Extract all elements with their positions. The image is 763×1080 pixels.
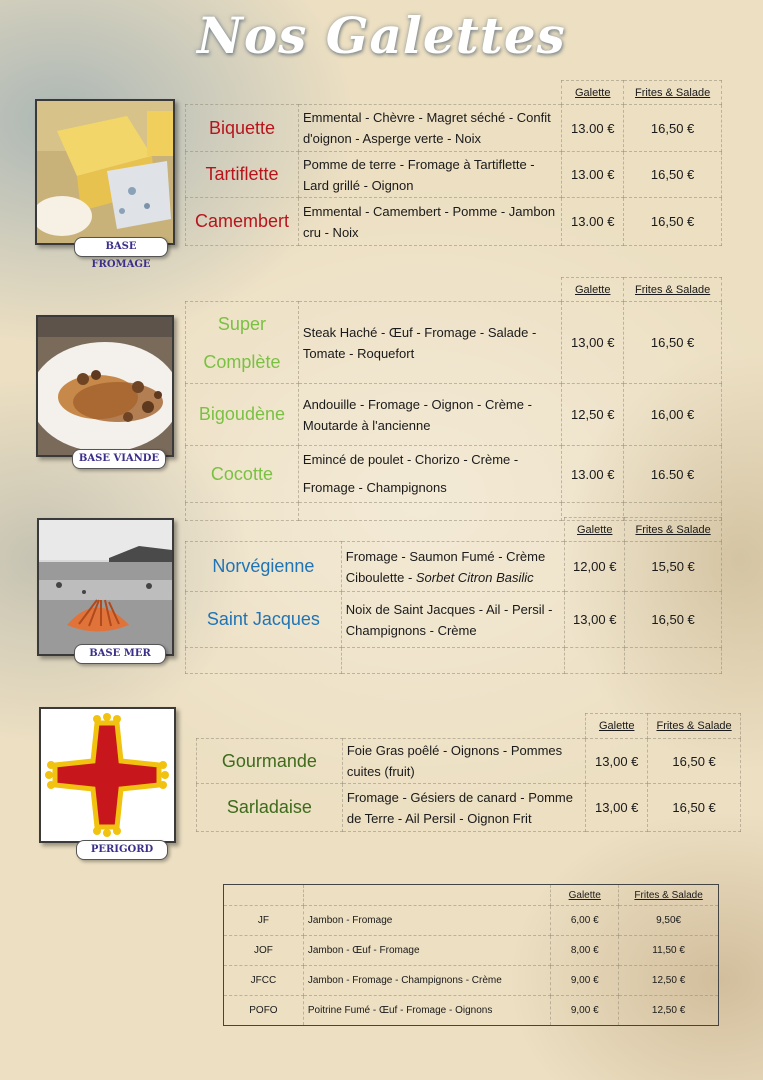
table-row xyxy=(186,198,722,246)
page-title: Nos Galettes xyxy=(197,6,566,65)
item-price-galette: 13,00 € xyxy=(565,592,625,648)
item-desc-text: Fromage - Saumon Fumé - Crème Ciboulette - xyxy=(345,548,546,585)
item-code: POFO xyxy=(224,996,304,1026)
item-code: JFCC xyxy=(224,966,304,996)
badge-perigord: PERIGORD xyxy=(76,840,168,860)
table-row xyxy=(186,542,722,592)
menu-table-perigord xyxy=(196,713,741,832)
item-price-galette: 9,00 € xyxy=(551,996,619,1026)
item-code: JOF xyxy=(224,936,304,966)
item-desc: Jambon - Œuf - Fromage xyxy=(303,936,550,966)
badge-base-fromage: BASE FROMAGE xyxy=(74,237,168,257)
item-price-frites: 9,50€ xyxy=(619,906,719,936)
table-row xyxy=(186,152,722,198)
cheese-photo xyxy=(35,99,175,245)
item-desc: Pomme de terre - Fromage à Tartiflette - Lard grillé - Oignon xyxy=(298,152,561,198)
item-price-frites: 16,50 € xyxy=(624,105,722,152)
simple-galettes-table xyxy=(223,884,719,1026)
item-price-galette: 8,00 € xyxy=(551,936,619,966)
item-name: Super Complète xyxy=(186,302,299,384)
item-price-frites: 11,50 € xyxy=(619,936,719,966)
badge-base-viande: BASE VIANDE xyxy=(72,449,166,469)
header-frites: Frites & Salade xyxy=(624,278,722,302)
item-desc: Foie Gras poêlé - Oignons - Pommes cuites (fruit) xyxy=(342,739,585,784)
menu-table-viande xyxy=(185,277,722,521)
item-price-galette: 9,00 € xyxy=(551,966,619,996)
item-price-frites: 16,50 € xyxy=(648,784,741,832)
item-price-frites: 12,50 € xyxy=(619,996,719,1026)
header-frites: Frites & Salade xyxy=(624,81,722,105)
header-galette: Galette xyxy=(586,714,648,739)
item-code: JF xyxy=(224,906,304,936)
item-name: Sarladaise xyxy=(197,784,343,832)
item-price-frites: 16,00 € xyxy=(624,384,722,446)
item-desc: Andouille - Fromage - Oignon - Crème - Moutarde à l'ancienne xyxy=(298,384,561,446)
header-galette: Galette xyxy=(565,518,625,542)
header-galette: Galette xyxy=(562,278,624,302)
item-price-galette: 13.00 € xyxy=(562,105,624,152)
item-price-galette: 13.00 € xyxy=(562,198,624,246)
table-row xyxy=(186,592,722,648)
item-price-frites: 15,50 € xyxy=(625,542,722,592)
table-row xyxy=(186,446,722,503)
item-desc: Emmental - Chèvre - Magret séché - Confit d'oignon - Asperge verte - Noix xyxy=(298,105,561,152)
item-desc: Jambon - Fromage xyxy=(303,906,550,936)
header-frites: Frites & Salade xyxy=(619,885,719,906)
item-name: Biquette xyxy=(186,105,299,152)
header-frites: Frites & Salade xyxy=(625,518,722,542)
item-desc: Steak Haché - Œuf - Fromage - Salade - Tomate - Roquefort xyxy=(298,302,561,384)
table-row xyxy=(186,105,722,152)
item-desc: Noix de Saint Jacques - Ail - Persil - Champignons - Crème xyxy=(341,592,564,648)
item-price-frites: 16,50 € xyxy=(625,592,722,648)
table-row xyxy=(224,966,719,996)
table-row xyxy=(224,996,719,1026)
scallop-beach-photo xyxy=(37,518,174,656)
item-price-frites: 16.50 € xyxy=(624,446,722,503)
item-price-galette: 12,00 € xyxy=(565,542,625,592)
item-name: Bigoudène xyxy=(186,384,299,446)
item-price-frites: 16,50 € xyxy=(624,152,722,198)
item-desc: Emmental - Camembert - Pomme - Jambon cru - Noix xyxy=(298,198,561,246)
header-galette: Galette xyxy=(562,81,624,105)
meat-photo xyxy=(36,315,174,457)
item-name: Norvégienne xyxy=(186,542,342,592)
item-price-frites: 16,50 € xyxy=(624,302,722,384)
header-frites: Frites & Salade xyxy=(648,714,741,739)
item-price-galette: 13.00 € xyxy=(562,446,624,503)
item-price-galette: 13,00 € xyxy=(562,302,624,384)
item-name: Saint Jacques xyxy=(186,592,342,648)
item-desc-italic: Sorbet Citron Basilic xyxy=(415,569,534,585)
item-name: Gourmande xyxy=(197,739,343,784)
item-desc: Jambon - Fromage - Champignons - Crème xyxy=(303,966,550,996)
item-desc: Fromage - Gésiers de canard - Pomme de Terre - Ail Persil - Oignon Frit xyxy=(342,784,585,832)
table-row xyxy=(224,936,719,966)
item-price-galette: 13.00 € xyxy=(562,152,624,198)
item-price-galette: 13,00 € xyxy=(586,784,648,832)
table-row xyxy=(197,784,741,832)
item-name: Cocotte xyxy=(186,446,299,503)
table-row xyxy=(186,302,722,384)
table-row xyxy=(186,384,722,446)
item-desc xyxy=(341,542,564,592)
item-desc: Poitrine Fumé - Œuf - Fromage - Oignons xyxy=(303,996,550,1026)
item-price-galette: 6,00 € xyxy=(551,906,619,936)
menu-table-fromage xyxy=(185,80,722,246)
item-name: Tartiflette xyxy=(186,152,299,198)
badge-base-mer: BASE MER xyxy=(74,644,166,664)
item-price-frites: 16,50 € xyxy=(648,739,741,784)
menu-table-mer xyxy=(185,517,722,674)
occitan-cross-icon xyxy=(39,707,176,843)
header-galette: Galette xyxy=(551,885,619,906)
table-row xyxy=(197,739,741,784)
item-name: Camembert xyxy=(186,198,299,246)
item-price-galette: 12,50 € xyxy=(562,384,624,446)
item-desc: Emincé de poulet - Chorizo - Crème - Fromage - Champignons xyxy=(298,446,561,503)
item-price-frites: 12,50 € xyxy=(619,966,719,996)
item-price-galette: 13,00 € xyxy=(586,739,648,784)
item-price-frites: 16,50 € xyxy=(624,198,722,246)
table-row xyxy=(224,906,719,936)
